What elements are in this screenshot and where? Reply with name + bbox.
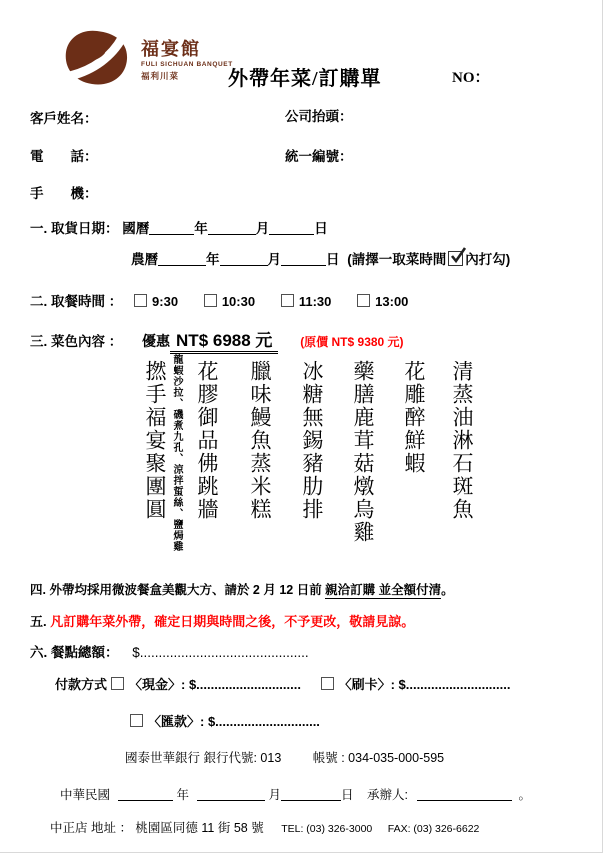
note-4-text: 四. 外帶均採用微波餐盒美觀大方、請於 2 月 12 日前 [30, 583, 326, 597]
bank-info: 國泰世華銀行 銀行代號: 013 [125, 751, 282, 765]
time-option-label: 11:30 [298, 294, 332, 309]
checkbox-930[interactable] [134, 294, 147, 307]
year-label: 年 [206, 252, 220, 267]
month-label: 月 [255, 221, 270, 236]
handler-blank [417, 786, 512, 801]
checkbox-transfer[interactable] [130, 714, 143, 727]
form-title: 外帶年菜/訂購單 [228, 68, 382, 90]
store-fax: FAX: (03) 326-6622 [387, 823, 480, 835]
brand-text [141, 40, 233, 82]
lunar-calendar-label: 農曆 [131, 252, 158, 267]
store-tel: TEL: (03) 326-3000 [281, 823, 373, 835]
payment-row-1 [55, 674, 510, 693]
checkbox-note-before: (請擇一取菜時間 [347, 252, 447, 267]
menu-combo-detail: 龍蝦沙拉、磯煮九孔、涼拌蜇絲、鹽焗雞 [171, 354, 182, 552]
signoff-month-blank [197, 786, 265, 801]
checkbox-note-after: 內打勾) [465, 252, 511, 267]
menu-item-pork-ribs: 冰糖無錫豬肋排 [300, 360, 324, 521]
customer-name-label: 客戶姓名： [30, 111, 98, 126]
time-option-1130 [281, 294, 332, 309]
year-label: 年 [194, 221, 208, 236]
solar-year-blank [149, 220, 194, 235]
solar-calendar-label: 國曆 [122, 221, 150, 236]
signoff-day-blank [281, 786, 341, 801]
day-label: 日 [314, 221, 328, 236]
checkbox-cash[interactable] [111, 677, 124, 690]
signoff-row [60, 785, 531, 803]
lunar-day-blank [281, 251, 326, 266]
brand-name-en: FULI SICHUAN BANQUET [141, 60, 233, 68]
handler-label: 承辦人: [367, 788, 408, 802]
phone-label: 電 話： [30, 149, 98, 164]
checkbox-card[interactable] [321, 677, 334, 690]
transfer-label: 〈匯款〉: $............................. [148, 714, 320, 729]
period-mark: 。 [518, 788, 531, 802]
cash-label: 〈現金〉: $............................. [129, 677, 301, 692]
discount-label: 優惠 [142, 333, 171, 349]
total-row [30, 641, 309, 661]
payment-method-label: 付款方式 [55, 677, 108, 692]
lunar-month-blank [220, 251, 268, 266]
era-label: 中華民國 [60, 788, 111, 802]
checkbox-1130[interactable] [281, 294, 294, 307]
note-5 [30, 611, 414, 631]
bank-account: 帳號 : 034-035-000-595 [312, 751, 445, 765]
time-option-label: 10:30 [221, 294, 256, 309]
mobile-label: 手 機： [30, 186, 98, 201]
menu-item-eel-rice-cake: 臘味鰻魚蒸米糕 [248, 360, 272, 521]
menu-item-reunion-platter: 撚手福宴聚團圓 [143, 360, 167, 521]
company-title-label: 公司抬頭： [285, 109, 353, 124]
pickup-date-row-solar [30, 217, 328, 237]
checkbox-1300[interactable] [357, 294, 370, 307]
solar-day-blank [269, 220, 314, 235]
checkbox-1030[interactable] [204, 294, 217, 307]
order-no-label: NO： [452, 70, 490, 86]
month-label: 月 [268, 788, 282, 802]
menu-item-huadiao-shrimp: 花雕醉鮮蝦 [402, 360, 426, 475]
note-4 [30, 580, 454, 598]
note-4-underlined: 親洽訂購 並全額付清 [325, 583, 442, 597]
note-5-text: 凡訂購年菜外帶，確定日期與時間之後，不予更改，敬請見諒。 [50, 614, 415, 629]
bank-info-row [125, 748, 444, 766]
time-option-1030 [204, 294, 255, 309]
time-option-1300 [357, 294, 408, 309]
month-label: 月 [267, 252, 281, 267]
pickup-date-heading: 一. 取貨日期： [30, 221, 119, 236]
pickup-time-row [30, 290, 430, 310]
menu-price-row [30, 326, 404, 351]
sample-checked-checkbox [448, 251, 463, 266]
year-label: 年 [176, 788, 190, 802]
menu-heading: 三. 菜色內容 ： [30, 334, 123, 349]
menu-item-herbal-chicken: 藥膳鹿茸菇燉烏雞 [351, 360, 375, 544]
payment-row-2 [130, 711, 320, 730]
day-label: 日 [326, 252, 340, 267]
total-heading: 六. 餐點總額： [30, 645, 119, 660]
pickup-time-heading: 二. 取餐時間 ： [30, 294, 123, 309]
day-label: 日 [341, 788, 354, 802]
brand-logo-icon [64, 29, 128, 91]
tax-id-label: 統一編號： [285, 149, 353, 164]
signoff-year-blank [118, 786, 173, 801]
note-4-suffix: 。 [441, 583, 454, 597]
discount-price: NT$ 6988 元 [170, 331, 278, 354]
solar-month-blank [208, 220, 256, 235]
time-option-label: 13:00 [375, 294, 409, 309]
lunar-year-blank [158, 251, 206, 266]
original-price: (原價 NT$ 9380 元) [300, 335, 404, 349]
note-5-number: 五. [30, 614, 51, 629]
time-option-label: 9:30 [152, 294, 179, 309]
footer-row [50, 818, 479, 836]
store-address: 中正店 地址 ： 桃園區同德 11 街 58 號 [50, 821, 264, 835]
menu-item-steamed-grouper: 清蒸油淋石斑魚 [450, 360, 474, 521]
menu-item-buddha-jumps: 花膠御品佛跳牆 [195, 360, 219, 521]
card-label: 〈刷卡〉: $............................. [338, 677, 511, 692]
total-amount-blank: $............................................. [132, 645, 309, 660]
time-option-930 [134, 294, 178, 309]
brand-subtitle: 福利川菜 [141, 70, 180, 81]
brand-name-zh: 福宴館 [141, 39, 201, 59]
pickup-date-row-lunar [131, 248, 510, 268]
